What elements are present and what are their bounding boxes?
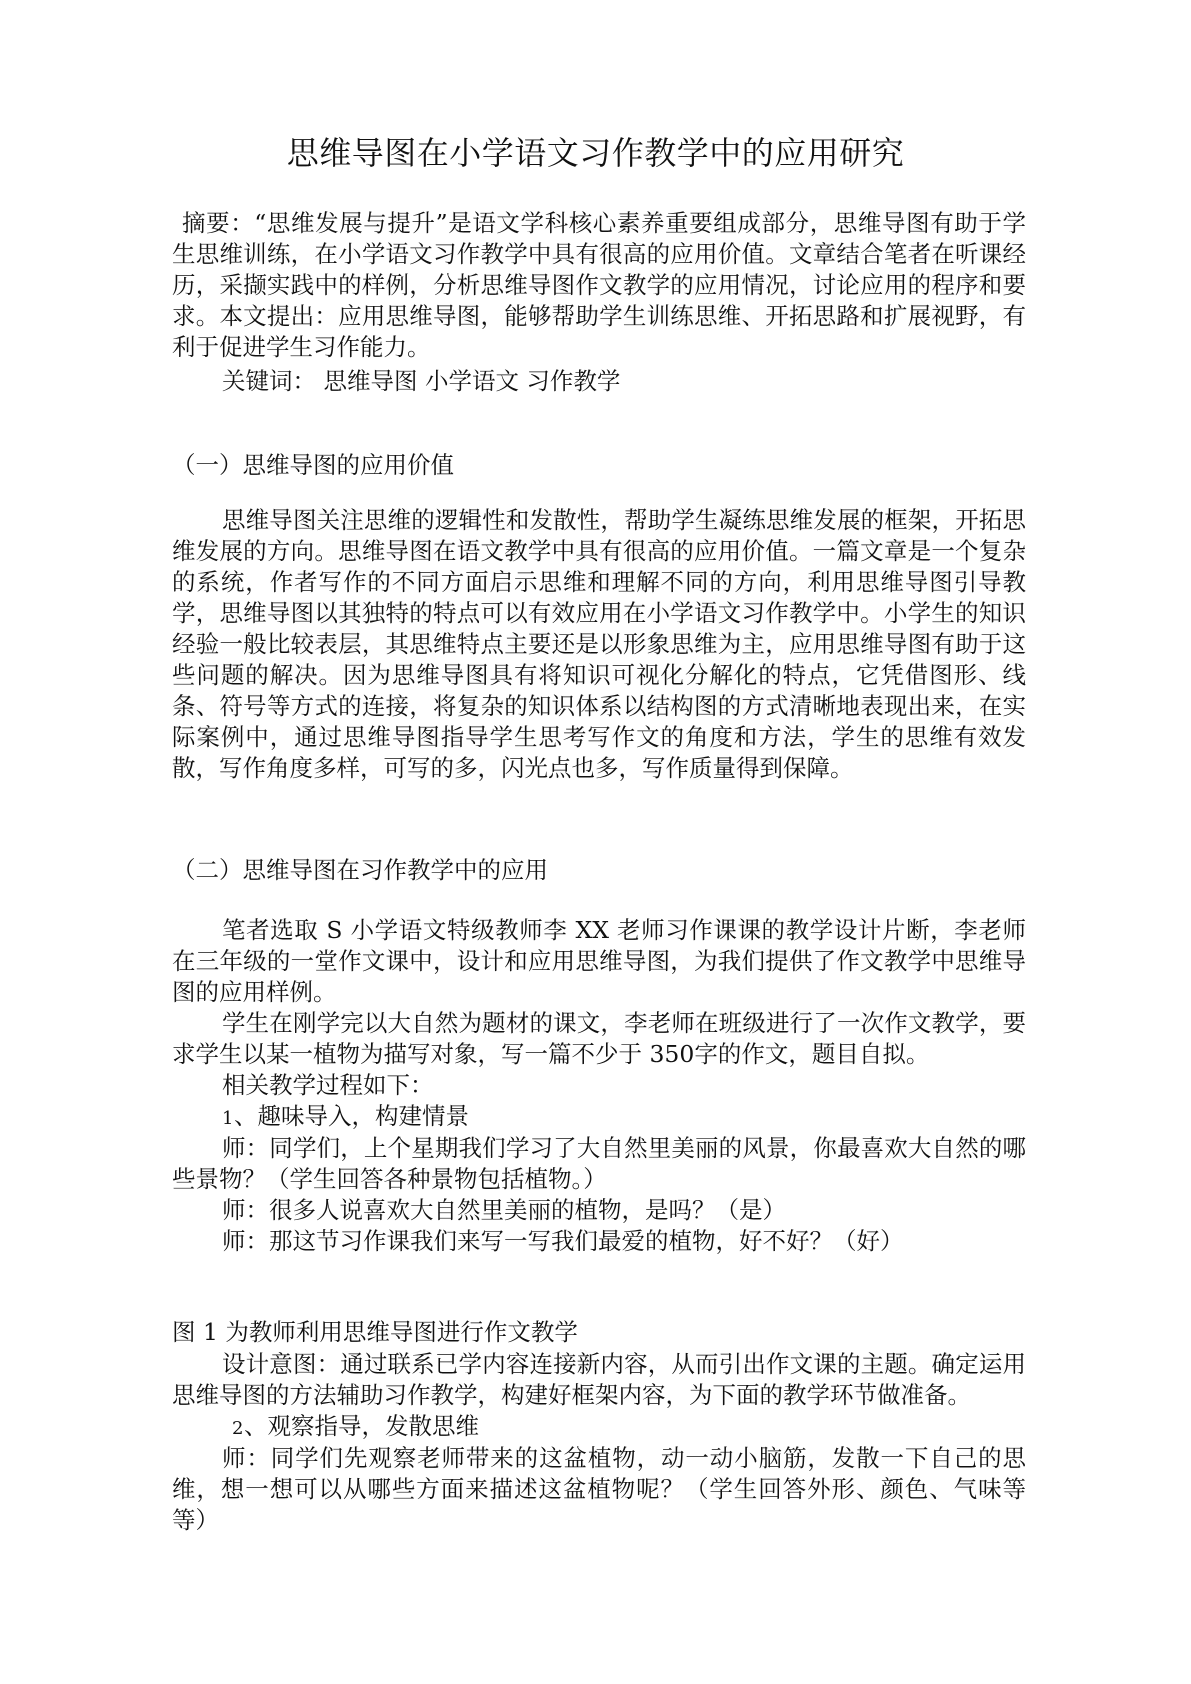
dialog-line-2: 师：很多人说喜欢大自然里美丽的植物，是吗？（是） (222, 1196, 786, 1224)
section2-paragraph-2: 学生在刚学完以大自然为题材的课文，李老师在班级进行了一次作文教学，要求学生以某一植物为描写对象，写一篇不少于 350字的作文，题目自拟。 (172, 1009, 1026, 1068)
section2-paragraph-3: 相关教学过程如下： (222, 1071, 434, 1099)
abstract-paragraph: 摘要：“思维发展与提升”是语文学科核心素养重要组成部分，思维导图有助于学生思维训练，在小学语文习作教学中具有很高的应用价值。文章结合笔者在听课经历，采撷实践中的样例，分析思维导图作文教学的应用情况，讨论应用的程序和要求。本文提出：应用思维导图，能够帮助学生训练思维、开拓思路和扩展视野，有利于促进学生习作能力。 (172, 209, 1026, 361)
figure-caption: 图 1 为教师利用思维导图进行作文教学 (172, 1318, 578, 1346)
step-2-number: 2 (232, 1418, 244, 1439)
step-2-heading (232, 1411, 479, 1444)
section1-paragraph: 思维导图关注思维的逻辑性和发散性，帮助学生凝练思维发展的框架，开拓思维发展的方向。思维导图在语文教学中具有很高的应用价值。一篇文章是一个复杂的系统，作者写作的不同方面启示思维和理解不同的方向，利用思维导图引导教学，思维导图以其独特的特点可以有效应用在小学语文习作教学中。小学生的知识经验一般比较表层，其思维特点主要还是以形象思维为主，应用思维导图有助于这些问题的解决。因为思维导图具有将知识可视化分解化的特点，它凭借图形、线条、符号等方式的连接，将复杂的知识体系以结构图的方式清晰地表现出来，在实际案例中，通过思维导图指导学生思考写作文的角度和方法，学生的思维有效发散，写作角度多样，可写的多，闪光点也多，写作质量得到保障。 (172, 506, 1026, 782)
design-intent-paragraph: 设计意图：通过联系已学内容连接新内容，从而引出作文课的主题。确定运用思维导图的方法辅助习作教学，构建好框架内容，为下面的教学环节做准备。 (172, 1350, 1026, 1409)
dialog-line-4: 师：同学们先观察老师带来的这盆植物，动一动小脑筋，发散一下自己的思维，想一想可以从哪些方面来描述这盆植物呢？（学生回答外形、颜色、气味等等） (172, 1444, 1026, 1534)
step-1-text: 、趣味导入，构建情景 (234, 1102, 469, 1130)
dialog-line-3: 师：那这节习作课我们来写一写我们最爱的植物，好不好？（好） (222, 1227, 904, 1255)
page-title: 思维导图在小学语文习作教学中的应用研究 (286, 134, 905, 172)
step-2-text: 、观察指导，发散思维 (244, 1412, 479, 1440)
step-1-heading (222, 1101, 469, 1134)
dialog-line-1: 师：同学们，上个星期我们学习了大自然里美丽的风景，你最喜欢大自然的哪些景物？（学生回答各种景物包括植物。） (172, 1134, 1026, 1193)
step-1-number: 1 (222, 1108, 234, 1129)
section-heading-1: （一）思维导图的应用价值 (172, 451, 454, 479)
section2-paragraph-1: 笔者选取 S 小学语文特级教师李 XX 老师习作课课的教学设计片断，李老师在三年级的一堂作文课中，设计和应用思维导图，为我们提供了作文教学中思维导图的应用样例。 (172, 916, 1026, 1006)
keywords-line: 关键词： 思维导图 小学语文 习作教学 (222, 367, 621, 395)
section-heading-2: （二）思维导图在习作教学中的应用 (172, 856, 548, 884)
